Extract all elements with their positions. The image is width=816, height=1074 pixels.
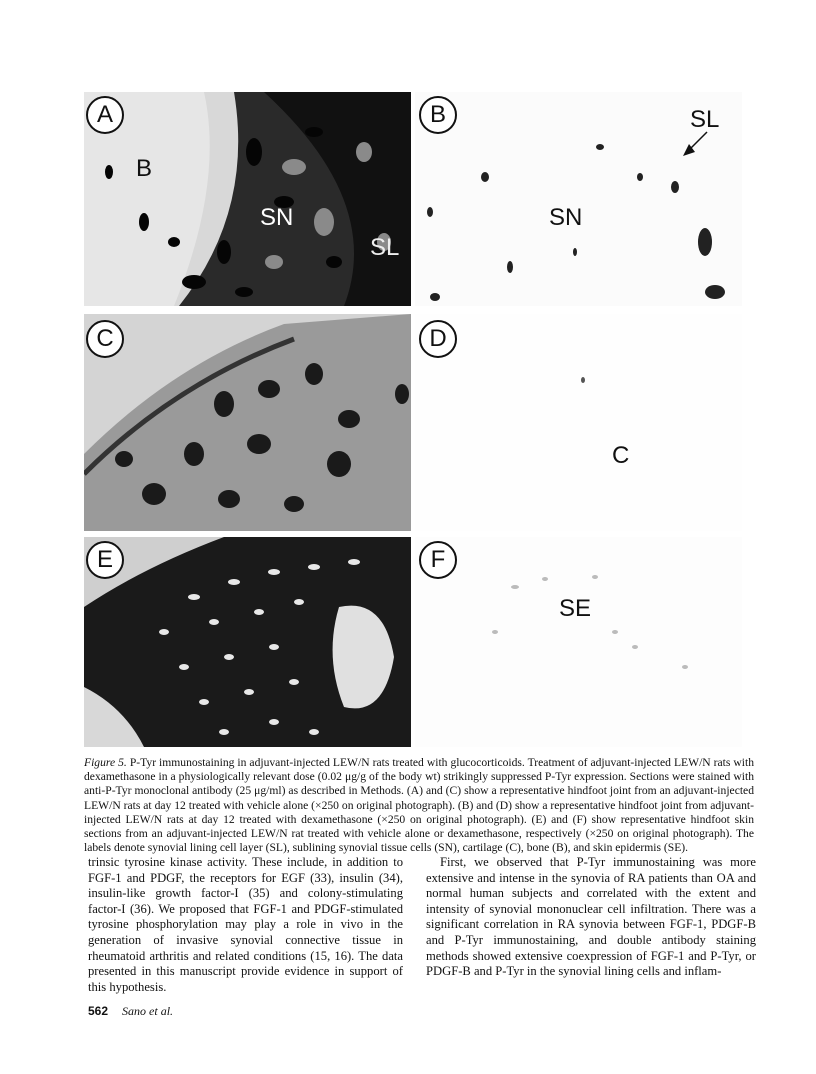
panel-d-letter: D: [419, 320, 457, 358]
caption-text: P-Tyr immunostaining in adjuvant-injected LEW/N rats treated with glucocorticoids. Treatment of adjuvant-injected LEW/N rats with dexamethasone in a physiologically relevant dose (0.02 μg/g of the body wt) strikingly suppressed P-Tyr expression. Sections were stained with anti-P-Tyr monoclonal antibody (25 μg/ml) as described in Methods. (A) and (C) show a representative hindfoot joint from an adjuvant-injected LEW/N rats at day 12 treated with vehicle alone (×250 on original photograph). (B) and (D) show a representative hindfoot joint from adjuvant-injected LEW/N rats at day 12 treated with dexamethasone (×250 on original photograph). (E) and (F) show representative hindfoot skin sections from an adjuvant-injected LEW/N rat treated with vehicle alone or dexamethasone, respectively (×250 on original photograph). The labels denote synovial lining cell layer (SL), sublining synovial tissue cells (SN), cartilage (C), bone (B), and skin epidermis (SE).: [84, 756, 755, 855]
body-text-left: trinsic tyrosine kinase activity. These include, in addition to FGF-1 and PDGF, the receptors for EGF (33), insulin (34), insulin-like growth factor-I (35) and colony-stimulating factor-I (36). We proposed that FGF-1 and PDGF-stimulated tyrosine phosphorylation may play a role in vivo in the generation of invasive synovial connective tissue in rheumatoid arthritis and related conditions (15, 16). The data presented in this manuscript provide evidence in support of this hypothesis.: [88, 855, 403, 994]
panel-c: [84, 314, 411, 531]
panel-b: [415, 92, 742, 306]
page-footer: [88, 1004, 173, 1019]
panel-e: [84, 537, 411, 747]
panel-a: [84, 92, 411, 306]
panel-a-label-bone: B: [136, 155, 153, 182]
panel-d-label-cartilage: C: [612, 442, 630, 469]
panel-f-letter: F: [419, 541, 457, 579]
panel-a-label-sl: SL: [370, 234, 400, 261]
panel-a-micrograph: [84, 92, 411, 306]
panel-b-label-sl: SL: [690, 106, 720, 133]
panel-a-letter: A: [86, 96, 124, 134]
panel-e-letter: E: [86, 541, 124, 579]
body-text-right: First, we observed that P-Tyr immunostaining was more extensive and intense in the synovia of RA patients than OA and normal human subjects and correlated with the extent and intensity of synovial mononuclear cell infiltration. There was a significant correlation in RA synovia between FGF-1, PDGF-B and P-Tyr immunostaining, and double antibody staining methods showed extensive coexpression of FGF-1 and P-Tyr, or PDGF-B and P-Tyr in the synovial lining cells and inflam-: [426, 855, 756, 979]
panel-d: [415, 314, 742, 531]
panel-b-letter: B: [419, 96, 457, 134]
panel-c-micrograph: [84, 314, 411, 531]
running-author: Sano et al.: [122, 1004, 174, 1018]
panel-a-label-sn: SN: [260, 204, 294, 231]
panel-e-micrograph: [84, 537, 411, 747]
figure-caption: [84, 756, 754, 855]
caption-figure-number: Figure 5.: [84, 756, 127, 769]
panel-f-micrograph: [415, 537, 742, 747]
panel-f-label-se: SE: [559, 595, 592, 622]
panel-d-micrograph: [415, 314, 742, 531]
panel-f: [415, 537, 742, 747]
page-number: 562: [88, 1004, 109, 1018]
panel-b-label-sn: SN: [549, 204, 583, 231]
panel-c-letter: C: [86, 320, 124, 358]
